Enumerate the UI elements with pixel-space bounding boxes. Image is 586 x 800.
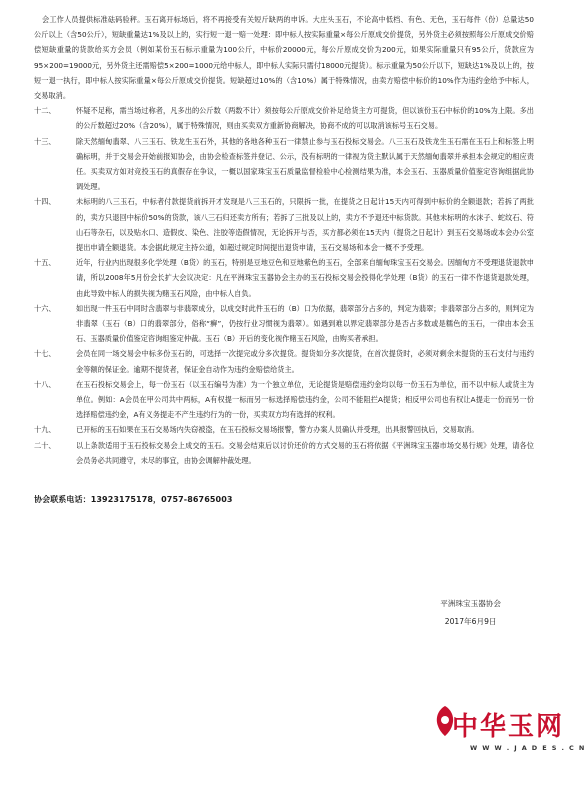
clause-number: 十三、 [34,136,56,146]
clause-text: 以上条款适用于玉石投标交易会上成交的玉石。交易会结束后以讨价还价的方式交易的玉石将依据《平洲珠宝玉器市场交易行规》处理，请各位会员务必共同遵守，未尽的事宜，由协会调解仲裁处理。 [76,440,534,465]
clause-18 [34,377,534,423]
watermark-logo [432,700,586,778]
intro-paragraph: 会工作人员提供标准砝码验秤。玉石离开标场后，将不再接受有关短斤缺两的申诉。大庄头玉石，不论高中低档、有色、无色，玉石每件（份）总量达50公斤以上（含50公斤），短缺重量达1%及以上的，实行短一退一赔一处理：即中标人按实际重量×每公斤原成交价提货，另外货主必须按照每公斤原成交价赔偿短缺重量的货款给买方会员（例如某份玉石标示重量为100公斤，中标价20000元，每公斤原成交价为200元，如果实际重量只有95公斤，货款应为95×200=19000元，另外货主还需赔偿5×200=1000元给中标人，即中标人实际只需付18000元提货）。标示重量为50公斤以下，短缺达1%及以上的，按短一退一执行，即中标人按实际重量×每公斤原成交价提货。短缺超过10%的（含10%）属于特殊情况，由卖方赔偿中标价的10%作为违约金给予中标人，交易取消。 [34,15,535,101]
clause-text: 如出现一件玉石中同时含翡翠与非翡翠成分，以成交时此件玉石的（B）口为依据，翡翠部分占多的，判定为翡翠；非翡翠部分占多的，则判定为非翡翠（玉石（B）口的翡翠部分，俗称“癣”，仍按行业习惯视为翡翠）。如遇到难以界定翡翠部分是否占多数或是糯色的玉石，一律由本会玉石、玉器质量价值鉴定咨询组鉴定仲裁。玉石（B）开后的变化视作赌玉石风险，由购买者承担。 [76,303,534,344]
document-body [34,12,534,505]
clause-number: 二十、 [34,440,56,450]
clause-17 [34,346,534,376]
clause-number: 十八、 [34,379,56,389]
clause-15 [34,255,534,301]
clause-20 [34,438,534,468]
clause-number: 十六、 [34,303,56,313]
clause-14 [34,194,534,255]
clause-text: 在玉石投标交易会上，每一份玉石（以玉石编号为准）为一个独立单位，无论提货是赔偿违约金均以每一份玉石为单位，而不以中标人或货主为单位。例如：A会员在甲公司共中两标，A有权提一标而另一标选择赔偿违约金，公司不能阻拦A提货；相反甲公司也有权让A提走一份而另一份选择赔偿违约金，A有义务提走不产生违约行为的一份，买卖双方均有选择的权利。 [76,379,534,420]
clause-text: 未标明的八三玉石，中标者付款提货前拆开才发现是八三玉石的，只限拆一批，在提货之日起计15天内可得到中标价的全额退款；若拆了两批的，卖方只退回中标价50%的货款，该八三石归还卖方所有；若拆了三批及以上的，卖方不予退还中标货款。其他未标明的水沫子、蛇纹石、符山石等杂石，以及贴水口、造假皮、染色、注胶等造假情况，无论拆开与否，买方都必须在15天内（提货之日起计）到玉石交易场或本会办公室提出申请全额退货。本会据此规定主持公道，如超过规定时间提出退货申请，玉石交易场和本会一概不予受理。 [76,197,534,253]
clause-text: 会员在同一场交易会中标多份玉石的，可选择一次提完或分多次提货。提货如分多次提货，在首次提货时，必须对剩余未提货的玉石支付与违约金等额的保证金。逾期不提货者，保证金自动作为违约金赔偿给货主。 [76,349,534,374]
watermark-url: W W W . J A D E S . C N [470,744,586,752]
clause-text: 近年，行业内出现很多化学处理（B货）的玉石，特别是豆地豆色和豆地紫色的玉石，全部来自缅甸珠宝玉石交易会。因缅甸方不受理退货退款申请，所以2008年5月份会长扩大会议决定：凡在平洲珠宝玉器协会主办的玉石投标交易会投得化学处理（B货）的玉石一律不作退货退款处理，由此导致中标人的损失视为赌玉石风险，由中标人自负。 [76,258,534,298]
clause-number: 十五、 [34,258,56,268]
clause-16 [34,301,534,347]
clause-text: 除天然缅甸翡翠、八三玉石、铁龙生玉石外，其他的各地各种玉石一律禁止参与玉石投标交易会。八三玉石及铁龙生玉石需在玉石上和标签上明确标明，并于交易会开始前报知协会，由协会检查标签并登记、公示，没有标明的一律视为货主默认属于天然缅甸翡翠并承担本会规定的相应责任。买卖双方如对竞投玉石的真假存在争议，一概以国家珠宝玉石质量监督检验中心检测结果为准，本会玉石、玉器质量价值鉴定咨询组据此协调处理。 [76,136,534,192]
clause-number: 十二、 [34,106,56,116]
clause-text: 已开标的玉石如果在玉石交易场内失窃被盗，在玉石投标交易场报警，警方办案人员确认并受理，出具报警回执后，交易取消。 [76,425,479,435]
signature-org: 平洲珠宝玉器协会 [440,599,501,608]
signature-date: 2017年6月9日 [444,617,497,626]
clause-number: 十九、 [34,425,56,435]
clause-19 [34,422,534,437]
clause-number: 十四、 [34,197,56,207]
clause-text: 怀疑不足称，需当场过称者，凡多出的公斤数（两数不计）须按每公斤原成交价补足给货主方可提货，但以该份玉石中标价的10%为上限。多出的公斤数超过20%（含20%），属于特殊情况，则由买卖双方重新协商解决，协商不成的可以取消该标号玉石交易。 [76,106,534,131]
clause-13 [34,134,534,195]
watermark-brand: 中华玉网 [452,712,565,742]
clause-number: 十七、 [34,349,56,359]
clause-12 [34,103,534,133]
contact-phone: 协会联系电话：13923175178，0757-86765003 [34,495,233,505]
signature-block [440,595,501,631]
